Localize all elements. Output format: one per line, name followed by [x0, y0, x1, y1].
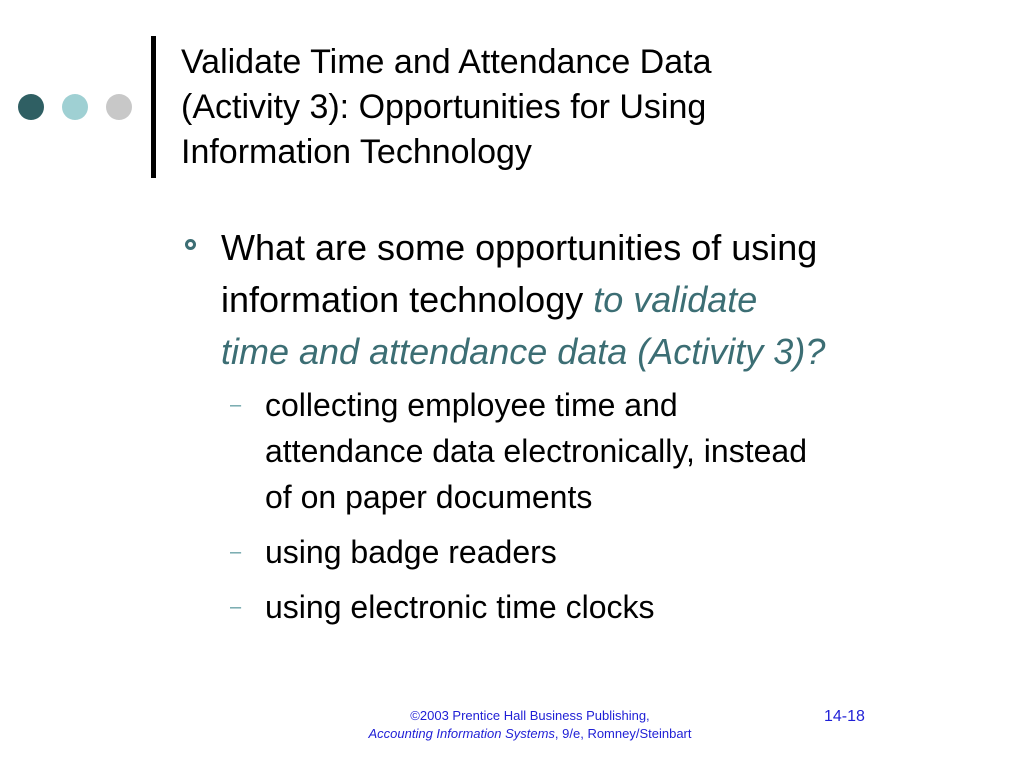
decorative-dots: [18, 94, 138, 122]
gray-dot-icon: [106, 94, 132, 120]
bullet-accent-text: to validate: [593, 279, 758, 320]
sub-bullet-item: [185, 382, 985, 520]
slide-body: [185, 222, 985, 630]
dash-bullet-icon: –: [230, 394, 242, 416]
dash-bullet-icon: –: [230, 596, 242, 618]
footer-book-title: Accounting Information Systems: [368, 726, 555, 741]
bullet-line: What are some opportunities of using: [221, 227, 818, 268]
sub-bullet-line: of on paper documents: [265, 479, 593, 515]
sub-bullet-item: [185, 529, 985, 575]
bullet-plain-text: information technology: [221, 279, 594, 320]
sub-bullet-line: using badge readers: [265, 534, 557, 570]
title-divider-bar: [151, 36, 156, 178]
dash-bullet-icon: –: [230, 541, 242, 563]
footer-copyright: [340, 707, 720, 743]
sub-bullet-text: [265, 382, 985, 520]
main-bullet-text: [221, 222, 985, 378]
bullet-line: [221, 274, 985, 326]
title-line: Validate Time and Attendance Data: [181, 43, 712, 81]
dark-teal-dot-icon: [18, 94, 44, 120]
light-teal-dot-icon: [62, 94, 88, 120]
sub-bullet-line: collecting employee time and: [265, 387, 678, 423]
sub-bullet-text: [265, 584, 985, 630]
bullet-accent-line: time and attendance data (Activity 3)?: [221, 331, 826, 372]
sub-bullet-list: [185, 382, 985, 630]
slide-title: [181, 40, 981, 175]
title-line: Information Technology: [181, 133, 532, 171]
main-bullet: [185, 222, 985, 378]
sub-bullet-line: attendance data electronically, instead: [265, 433, 807, 469]
sub-bullet-line: using electronic time clocks: [265, 589, 655, 625]
footer-line-1: ©2003 Prentice Hall Business Publishing,: [410, 708, 650, 723]
sub-bullet-item: [185, 584, 985, 630]
sub-bullet-text: [265, 529, 985, 575]
page-number: 14-18: [824, 708, 865, 725]
footer-edition-authors: , 9/e, Romney/Steinbart: [554, 726, 692, 741]
ring-bullet-icon: [185, 239, 196, 250]
footer-line-2: [340, 725, 720, 743]
title-line: (Activity 3): Opportunities for Using: [181, 88, 707, 126]
